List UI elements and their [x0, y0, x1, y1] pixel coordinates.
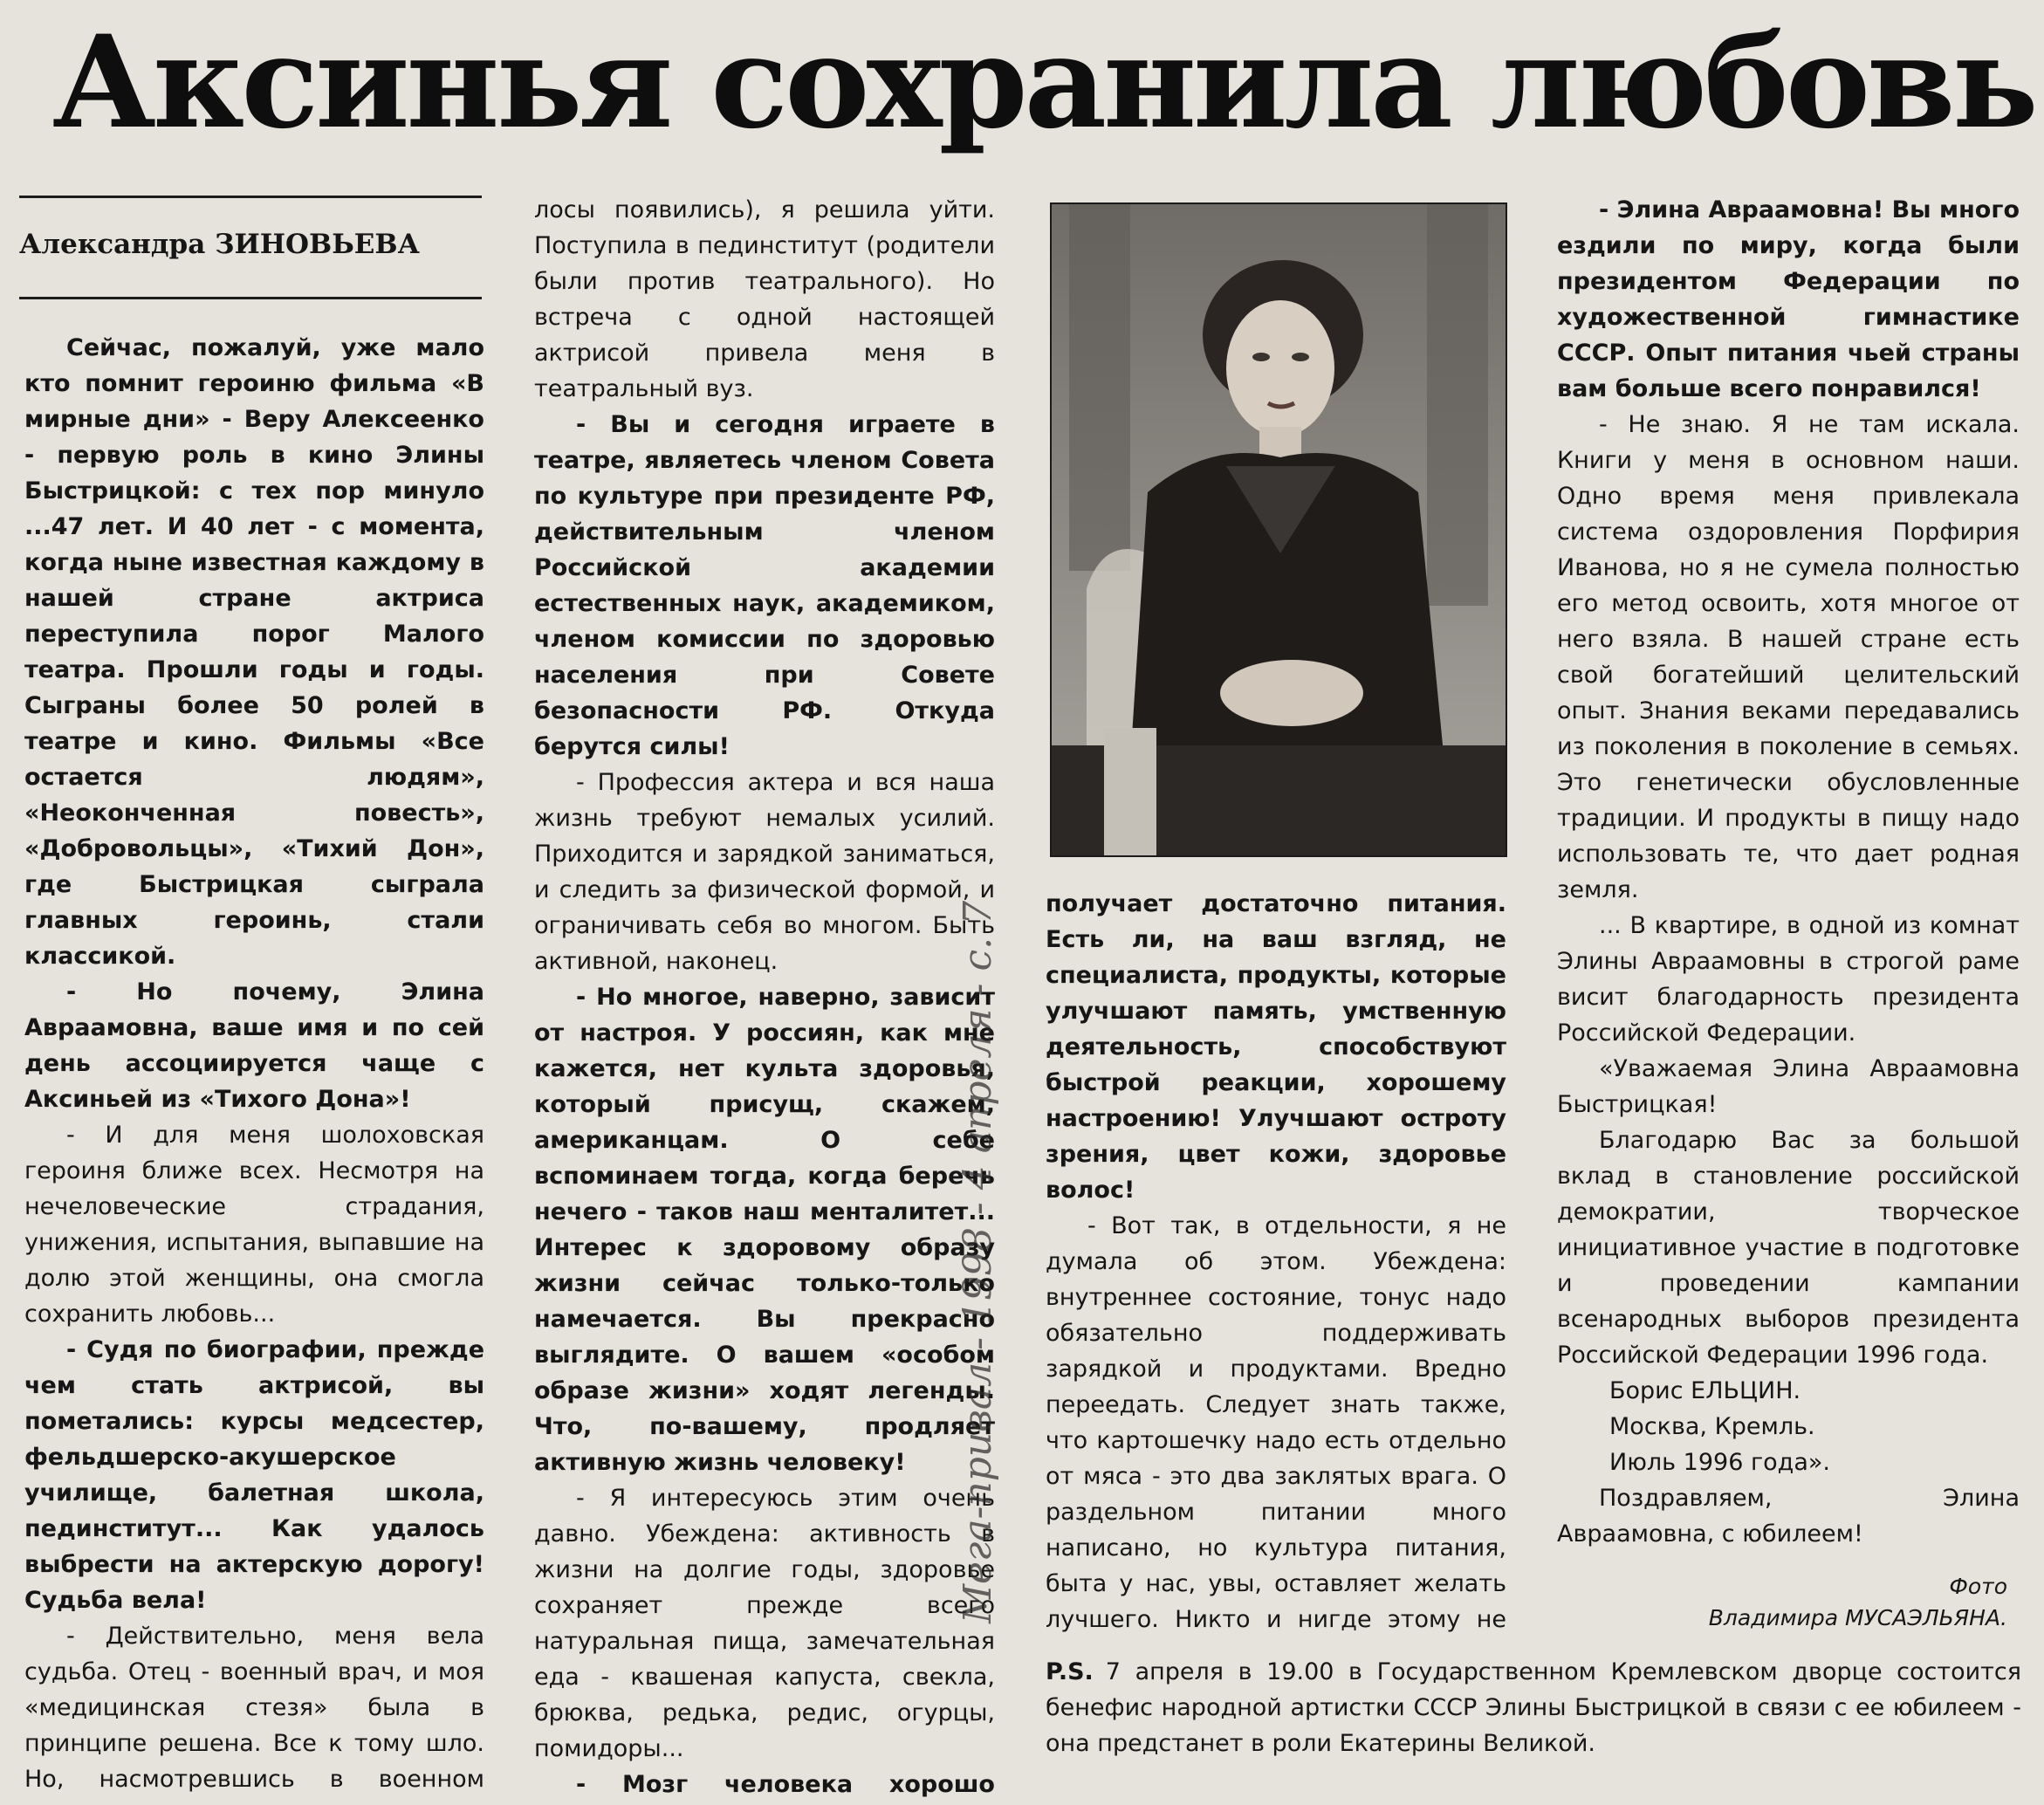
- congratulation: Поздравляем, Элина Авраамовна, с юбилеем!: [1557, 1485, 2020, 1548]
- byline-rule-bottom: [19, 297, 482, 299]
- column-1: [24, 330, 484, 1801]
- answer-paragraph: - Я интересуюсь этим очень давно. Убеждена: активность в жизни на долгие годы, здоровье сохраняет прежде всего натуральная пища, замечательная еда - квашеная капуста, свекла, брюква, редька, редис, огурцы, помидоры...: [534, 1485, 995, 1762]
- column-2: [534, 192, 995, 1798]
- question-paragraph: - Вы и сегодня играете в театре, являетесь членом Совета по культуре при президенте РФ, действительным членом Российской академии естественных наук, академиком, членом комиссии по здоровью населения при Совете безопасности РФ. Откуда берутся силы!: [534, 411, 995, 760]
- photo-credit-author: Владимира МУСАЭЛЬЯНА.: [1708, 1605, 2007, 1630]
- postscript-label: P.S.: [1046, 1658, 1094, 1685]
- gratitude-place: Москва, Кремль.: [1609, 1413, 1815, 1440]
- photo-credit-label: Фото: [1949, 1574, 2007, 1599]
- portrait-photo: [1050, 202, 1507, 857]
- answer-paragraph: - Профессия актера и вся наша жизнь требуют немалых усилий. Приходится и зарядкой заниматься, и следить за физической формой, и ограничивать себя во многом. Быть активной, наконец.: [534, 769, 995, 975]
- column-4: [1557, 192, 2020, 1562]
- gratitude-date: Июль 1996 года».: [1609, 1449, 1830, 1476]
- question-paragraph: получает достаточно питания. Есть ли, на ваш взгляд, не специалиста, продукты, которые улучшают память, умственную деятельность, способствуют быстрой реакции, хорошему настроению! Улучшают остроту зрения, цвет кожи, здоровье волос!: [1046, 890, 1506, 1204]
- byline-rule-top: [19, 196, 482, 198]
- answer-paragraph: - И для меня шолоховская героиня ближе всех. Несмотря на нечеловеческие страдания, унижения, испытания, выпавшие на долю этой женщины, она смогла сохранить любовь...: [24, 1122, 484, 1328]
- gratitude-body: Благодарю Вас за большой вклад в становление российской демократии, творческое инициативное участие в подготовке и проведении кампании всенародных выборов президента Российской Федерации 1996 года.: [1557, 1127, 2020, 1369]
- handwritten-note: Мега-привал - 1998 - 4 апреля - с. 7: [956, 900, 1000, 1623]
- postscript: [1046, 1654, 2021, 1761]
- intro-paragraph: Сейчас, пожалуй, уже мало кто помнит героиню фильма «В мирные дни» - Веру Алексеенко - первую роль в кино Элины Быстрицкой: с тех пор минуло ...47 лет. И 40 лет - с момента, когда ныне известная каждому в нашей стране актриса переступила порог Малого театра. Прошли годы и годы. Сыграны более 50 ролей в театре и кино. Фильмы «Все остается людям», «Неоконченная повесть», «Добровольцы», «Тихий Дон», где Быстрицкая сыграла главных героинь, стали классикой.: [24, 334, 484, 970]
- question-paragraph: - Элина Авраамовна! Вы много ездили по миру, когда были президентом Федерации по художественной гимнастике СССР. Опыт питания чьей страны вам больше всего понравился!: [1557, 196, 2020, 402]
- question-paragraph: - Мозг человека хорошо: [576, 1771, 995, 1798]
- answer-paragraph: - Вот так, в отдельности, я не думала об этом. Убеждена: внутреннее состояние, тонус надо обязательно поддерживать зарядкой и продуктами. Вредно переедать. Следует знать также, что картошечку надо есть отдельно от мяса - это два заклятых врага. О раздельном питании много написано, но культура питания, быта у нас, увы, оставляет желать лучшего. Никто и нигде этому не: [1046, 1212, 1506, 1632]
- photo-credit: [1571, 1571, 2007, 1634]
- gratitude-signature: Борис ЕЛЬЦИН.: [1609, 1377, 1801, 1404]
- gratitude-salutation: «Уважаемая Элина Авраамовна Быстрицкая!: [1557, 1055, 2020, 1118]
- question-paragraph: - Судя по биографии, прежде чем стать актрисой, вы пометались: курсы медсестер, фельдшерско-акушерское училище, балетная школа, пединститут... Как удалось выбрести на актерскую дорогу! Судьба вела!: [24, 1336, 484, 1614]
- headline: Аксинья сохранила любовь: [52, 8, 2035, 157]
- byline: Александра ЗИНОВЬЕВА: [19, 229, 420, 260]
- gratitude-intro: ... В квартире, в одной из комнат Элины Авраамовны в строгой раме висит благодарность президента Российской Федерации.: [1557, 912, 2020, 1047]
- answer-paragraph: лосы появились), я решила уйти. Поступила в пединститут (родители были против театрального). Но встреча с одной настоящей актрисой привела меня в театральный вуз.: [534, 196, 995, 402]
- answer-paragraph: - Действительно, меня вела судьба. Отец - военный врач, и моя «медицинская стезя» была в принципе решена. Все к тому шло. Но, насмотревшись в военном: [24, 1623, 484, 1793]
- question-paragraph: - Но почему, Элина Авраамовна, ваше имя и по сей день ассоциируется чаще с Аксиньей из «Тихого Дона»!: [24, 978, 484, 1113]
- postscript-text: 7 апреля в 19.00 в Государственном Кремлевском дворце состоится бенефис народной артистки СССР Элины Быстрицкой в связи с ее юбилеем - она предстанет в роли Екатерины Великой.: [1046, 1658, 2021, 1757]
- column-3: [1046, 886, 1506, 1632]
- question-paragraph: - Но многое, наверно, зависит от настроя. У россиян, как мне кажется, нет культа здоровья, который присущ, скажем, американцам. О себе вспоминаем тогда, когда беречь нечего - таков наш менталитет... Интерес к здоровому образу жизни сейчас только-только намечается. Вы прекрасно выглядите. О вашем «особом образе жизни» ходят легенды. Что, по-вашему, продляет активную жизнь человеку!: [534, 984, 995, 1476]
- portrait-illustration: [1052, 204, 1506, 855]
- answer-paragraph: - Не знаю. Я не там искала. Книги у меня в основном наши. Одно время меня привлекала система оздоровления Порфирия Иванова, но я не сумела полностью его метод освоить, хотя многое от него взяла. В нашей стране есть свой богатейший целительский опыт. Знания веками передавались из поколения в поколение в семьях. Это генетически обусловленные традиции. И продукты в пищу надо использовать те, что дает родная земля.: [1557, 411, 2020, 903]
